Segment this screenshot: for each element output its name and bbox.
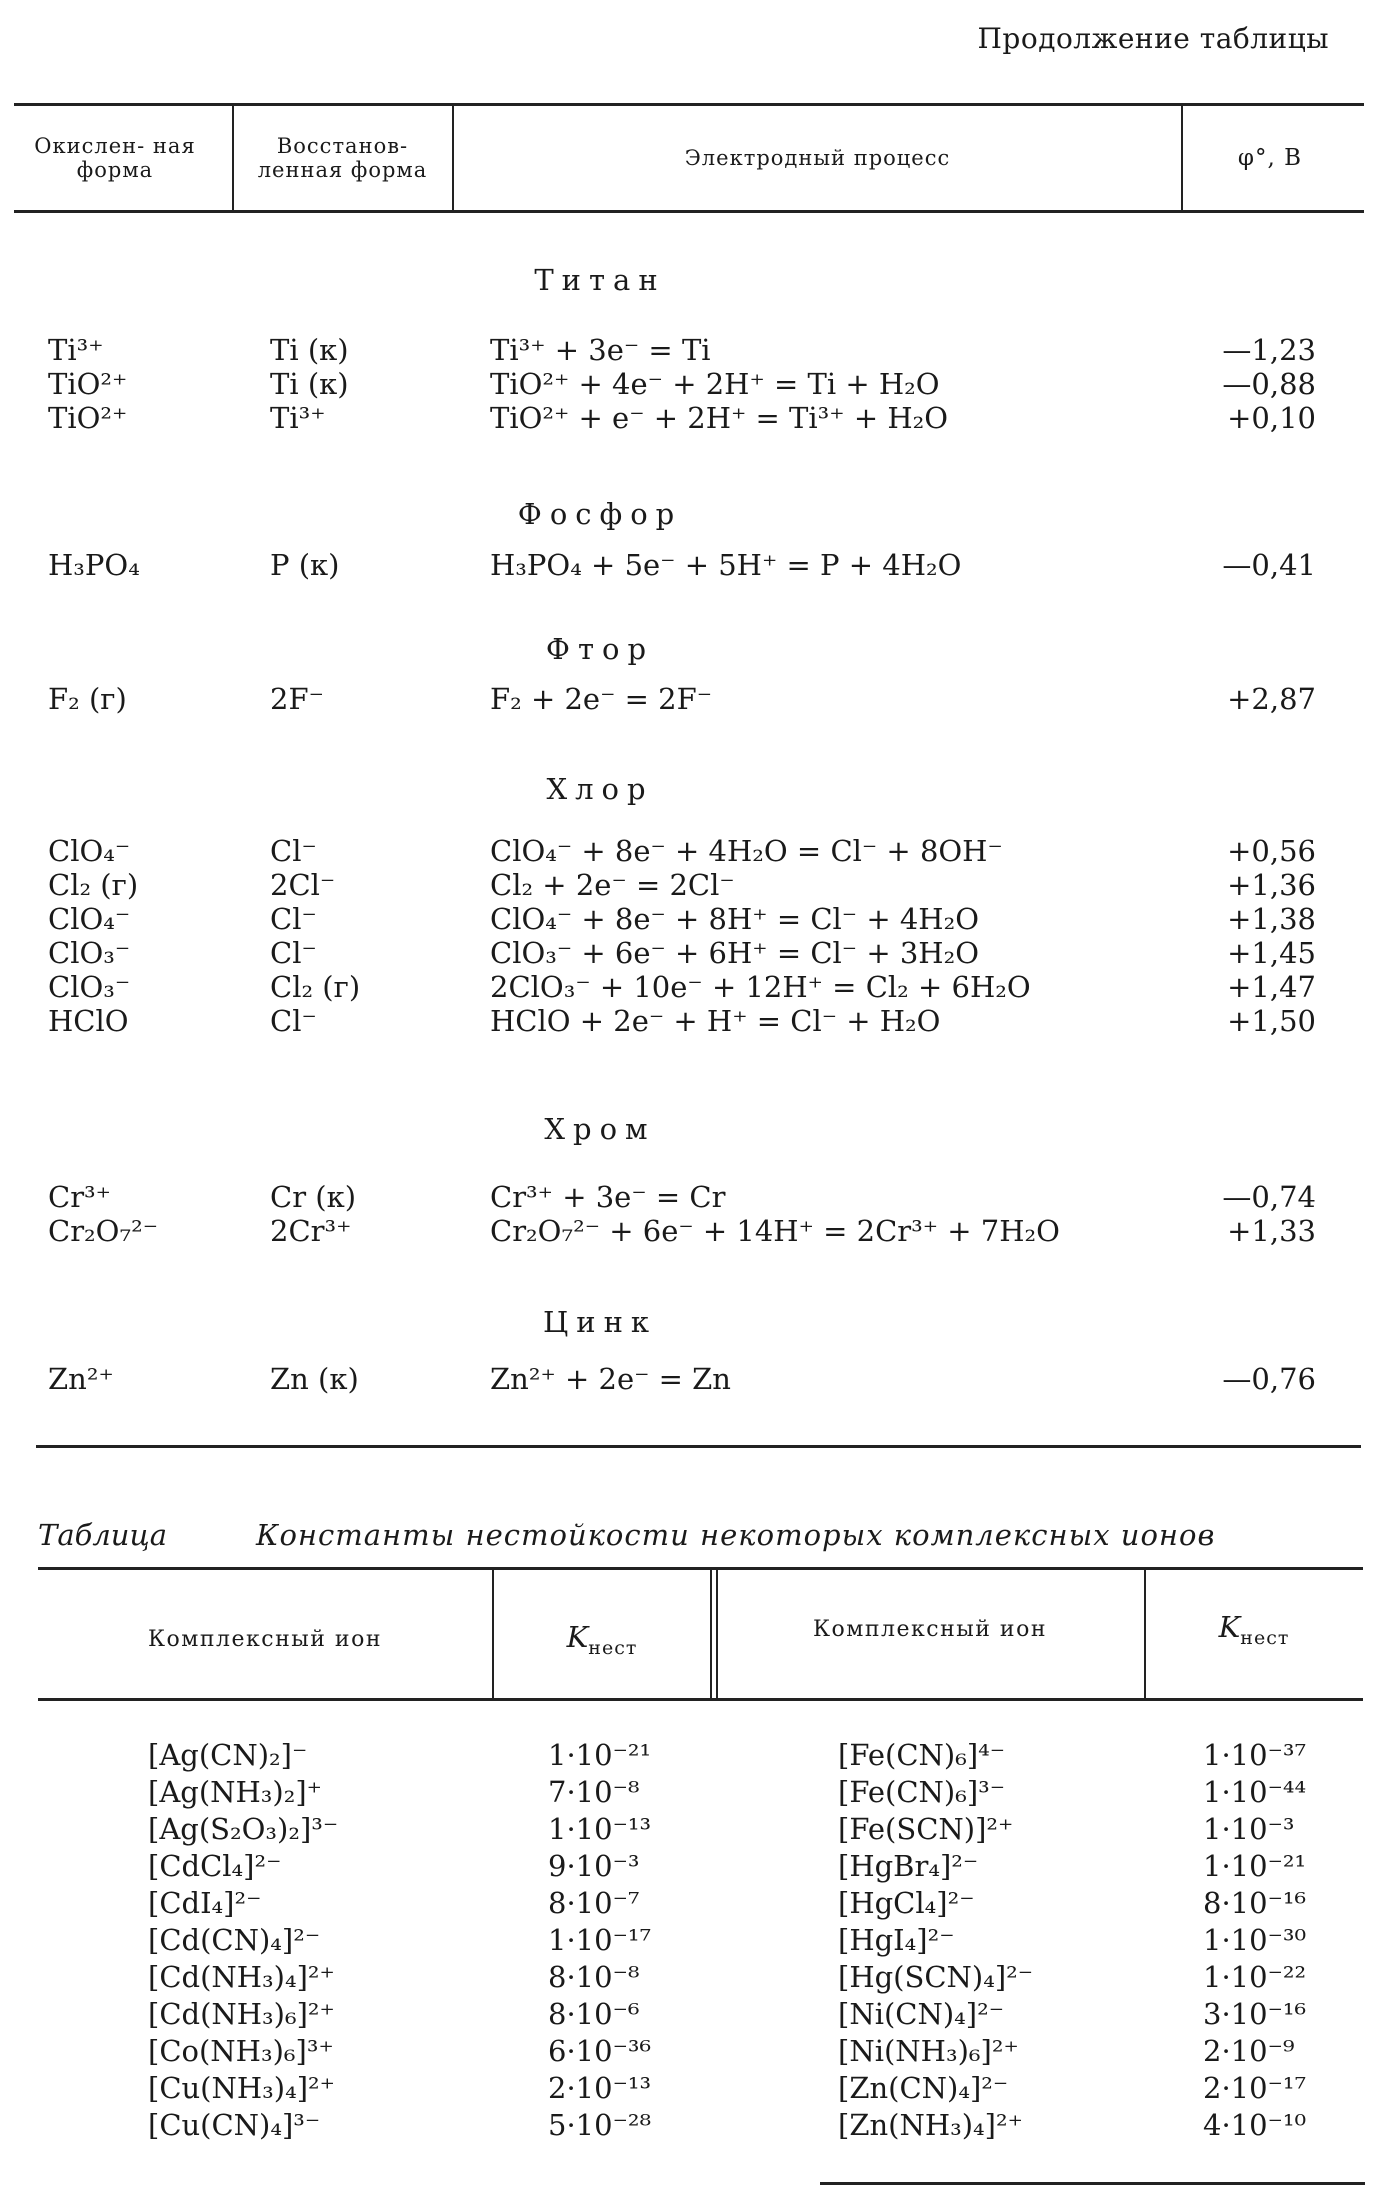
k-value: 1·10⁻²¹ — [1203, 1849, 1307, 1883]
complex-ion: [Cd(NH₃)₆]²⁺ — [148, 1997, 335, 2031]
section-title: Цинк — [542, 1305, 658, 1339]
table2-label: Таблица — [38, 1518, 167, 1552]
potential-value: —1,23 — [1222, 333, 1316, 367]
k-value: 2·10⁻¹³ — [548, 2071, 652, 2105]
oxidized-form: Ti³⁺ — [48, 333, 104, 367]
left-ion-column — [148, 1737, 338, 2144]
potential-value: +1,45 — [1227, 936, 1316, 970]
table1-bottom-rule — [36, 1445, 1361, 1448]
electrode-process: HClO + 2e⁻ + H⁺ = Cl⁻ + H₂O — [490, 1004, 941, 1038]
complex-ion: [Ni(CN)₄]²⁻ — [838, 1997, 1005, 2031]
k-value: 1·10⁻³ — [1203, 1812, 1295, 1846]
reduced-form: 2F⁻ — [270, 682, 324, 716]
right-ion-column — [838, 1737, 1033, 2144]
table1-top-rule — [14, 103, 1364, 106]
table-row — [0, 868, 1373, 902]
electrode-process: Cr³⁺ + 3e⁻ = Cr — [490, 1180, 726, 1214]
reduced-form: 2Cl⁻ — [270, 868, 336, 902]
table2-top-rule — [38, 1567, 1363, 1570]
table2-header-divider — [1144, 1570, 1146, 1698]
complex-ion: [HgBr₄]²⁻ — [838, 1849, 979, 1883]
electrode-process: 2ClO₃⁻ + 10e⁻ + 12H⁺ = Cl₂ + 6H₂O — [490, 970, 1031, 1004]
reduced-form: Ti (к) — [270, 367, 349, 401]
reduced-form: Cr (к) — [270, 1180, 357, 1214]
potential-value: +1,47 — [1227, 970, 1316, 1004]
complex-ion: [Ag(CN)₂]⁻ — [148, 1738, 308, 1772]
potential-value: —0,74 — [1222, 1180, 1316, 1214]
potential-value: +0,56 — [1227, 834, 1316, 868]
table2-header-rule — [38, 1698, 1363, 1701]
k-value: 1·10⁻¹³ — [548, 1812, 652, 1846]
electrode-process: ClO₄⁻ + 8e⁻ + 4H₂O = Cl⁻ + 8OH⁻ — [490, 834, 1003, 868]
oxidized-form: ClO₃⁻ — [48, 970, 131, 1004]
electrode-process: Ti³⁺ + 3e⁻ = Ti — [490, 333, 711, 367]
complex-ion: [Ag(NH₃)₂]⁺ — [148, 1775, 322, 1809]
oxidized-form: Cl₂ (г) — [48, 868, 139, 902]
reduced-form: Cl₂ (г) — [270, 970, 361, 1004]
reduced-form: Cl⁻ — [270, 936, 317, 970]
table2-title: Константы нестойкости некоторых комплексных ионов — [256, 1518, 1216, 1552]
complex-ion: [HgCl₄]²⁻ — [838, 1886, 975, 1920]
complex-ion: [HgI₄]²⁻ — [838, 1923, 955, 1957]
oxidized-form: ClO₄⁻ — [48, 834, 131, 868]
potential-value: +1,50 — [1227, 1004, 1316, 1038]
k-value: 6·10⁻³⁶ — [548, 2034, 652, 2068]
reduced-form: Ti (к) — [270, 333, 349, 367]
table2-bottom-rule — [820, 2182, 1365, 2185]
k-value: 1·10⁻²¹ — [548, 1738, 652, 1772]
complex-ion: [Co(NH₃)₆]³⁺ — [148, 2034, 334, 2068]
section-title: Фтор — [545, 632, 655, 666]
potential-value: —0,88 — [1222, 367, 1316, 401]
complex-ion: [Hg(SCN)₄]²⁻ — [838, 1960, 1034, 1994]
potential-value: +1,33 — [1227, 1214, 1316, 1248]
complex-ion: [Cd(CN)₄]²⁻ — [148, 1923, 321, 1957]
potential-value: —0,41 — [1222, 548, 1316, 582]
k-value: 2·10⁻¹⁷ — [1203, 2071, 1307, 2105]
oxidized-form: HClO — [48, 1004, 129, 1038]
complex-ion: [Fe(SCN)]²⁺ — [838, 1812, 1014, 1846]
potential-value: +2,87 — [1227, 682, 1316, 716]
table-row — [0, 834, 1373, 868]
reduced-form: Cl⁻ — [270, 1004, 317, 1038]
k-value: 1·10⁻¹⁷ — [548, 1923, 652, 1957]
table-row — [0, 1214, 1373, 1248]
k-value: 5·10⁻²⁸ — [548, 2108, 652, 2142]
table1-header-divider — [232, 106, 234, 210]
electrode-process: TiO²⁺ + e⁻ + 2H⁺ = Ti³⁺ + H₂O — [490, 401, 949, 435]
reduced-form: Cl⁻ — [270, 834, 317, 868]
table-row — [0, 902, 1373, 936]
potential-value: —0,76 — [1222, 1362, 1316, 1396]
section-title: Фосфор — [517, 497, 683, 531]
section-title: Хлор — [546, 772, 654, 806]
k-symbol: K — [1218, 1609, 1241, 1644]
potential-value: +1,36 — [1227, 868, 1316, 902]
table-row — [0, 1362, 1373, 1396]
k-value: 8·10⁻⁶ — [548, 1997, 640, 2031]
oxidized-form: Zn²⁺ — [48, 1362, 114, 1396]
complex-ion: [Ni(NH₃)₆]²⁺ — [838, 2034, 1019, 2068]
complex-ion: [Cu(NH₃)₄]²⁺ — [148, 2071, 335, 2105]
header-electrode-process: Электродный процесс — [684, 146, 951, 170]
k-symbol: K — [566, 1619, 589, 1654]
section-title: Титан — [534, 263, 666, 297]
k-value: 1·10⁻³⁰ — [1203, 1923, 1307, 1957]
header-complex-ion: Комплексный ион — [812, 1616, 1047, 1642]
complex-ion: [Cd(NH₃)₄]²⁺ — [148, 1960, 335, 1994]
table1-header-divider — [1181, 106, 1183, 210]
complex-ion: [CdCl₄]²⁻ — [148, 1849, 282, 1883]
k-value: 9·10⁻³ — [548, 1849, 640, 1883]
electrode-process: Zn²⁺ + 2e⁻ = Zn — [490, 1362, 731, 1396]
complex-ion: [Ag(S₂O₃)₂]³⁻ — [148, 1812, 339, 1846]
table2-header-divider — [716, 1570, 718, 1698]
k-value: 1·10⁻²² — [1203, 1960, 1307, 1994]
table-row — [0, 1004, 1373, 1038]
reduced-form: 2Cr³⁺ — [270, 1214, 352, 1248]
table-row — [0, 970, 1373, 1004]
section-title: Хром — [544, 1112, 656, 1146]
reduced-form: Cl⁻ — [270, 902, 317, 936]
electrode-process: TiO²⁺ + 4e⁻ + 2H⁺ = Ti + H₂O — [490, 367, 940, 401]
k-value: 1·10⁻³⁷ — [1203, 1738, 1307, 1772]
electrode-process: Cl₂ + 2e⁻ = 2Cl⁻ — [490, 868, 735, 902]
table-row — [0, 333, 1373, 367]
header-potential: φ°, В — [1237, 145, 1303, 171]
table-row — [0, 936, 1373, 970]
table-row — [0, 367, 1373, 401]
electrode-process: F₂ + 2e⁻ = 2F⁻ — [490, 682, 713, 716]
table-row — [0, 1180, 1373, 1214]
k-subscript: нест — [588, 1636, 638, 1659]
reduced-form: P (к) — [270, 548, 340, 582]
oxidized-form: H₃PO₄ — [48, 548, 140, 582]
k-value: 7·10⁻⁸ — [548, 1775, 640, 1809]
header-k-instability — [496, 1600, 708, 1678]
k-value: 8·10⁻⁸ — [548, 1960, 640, 1994]
complex-ion: [Fe(CN)₆]⁴⁻ — [838, 1738, 1006, 1772]
oxidized-form: Cr³⁺ — [48, 1180, 111, 1214]
complex-ion: [CdI₄]²⁻ — [148, 1886, 262, 1920]
reduced-form: Zn (к) — [270, 1362, 359, 1396]
header-complex-ion: Комплексный ион — [147, 1626, 382, 1652]
table-row — [0, 401, 1373, 435]
oxidized-form: ClO₃⁻ — [48, 936, 131, 970]
complex-ion: [Zn(NH₃)₄]²⁺ — [838, 2108, 1023, 2142]
k-value: 8·10⁻¹⁶ — [1203, 1886, 1307, 1920]
table1-header-rule — [14, 210, 1364, 213]
k-value: 8·10⁻⁷ — [548, 1886, 640, 1920]
header-k-instability — [1148, 1590, 1360, 1668]
electrode-process: ClO₄⁻ + 8e⁻ + 8H⁺ = Cl⁻ + 4H₂O — [490, 902, 979, 936]
continuation-label: Продолжение таблицы — [977, 22, 1329, 55]
k-value: 3·10⁻¹⁶ — [1203, 1997, 1307, 2031]
complex-ion: [Cu(CN)₄]³⁻ — [148, 2108, 321, 2142]
header-reduced-form: Восстанов- ленная форма — [257, 134, 428, 182]
potential-value: +1,38 — [1227, 902, 1316, 936]
oxidized-form: ClO₄⁻ — [48, 902, 131, 936]
table-row — [0, 548, 1373, 582]
potential-value: +0,10 — [1227, 401, 1316, 435]
electrode-process: H₃PO₄ + 5e⁻ + 5H⁺ = P + 4H₂O — [490, 548, 962, 582]
header-oxidized-form: Окислен- ная форма — [34, 134, 196, 182]
table2-header-divider — [710, 1570, 712, 1698]
electrode-process: ClO₃⁻ + 6e⁻ + 6H⁺ = Cl⁻ + 3H₂O — [490, 936, 979, 970]
table2-header-divider — [492, 1570, 494, 1698]
complex-ion: [Fe(CN)₆]³⁻ — [838, 1775, 1006, 1809]
k-subscript: нест — [1240, 1626, 1290, 1649]
oxidized-form: TiO²⁺ — [48, 367, 128, 401]
oxidized-form: TiO²⁺ — [48, 401, 128, 435]
reduced-form: Ti³⁺ — [270, 401, 326, 435]
table-row — [0, 682, 1373, 716]
oxidized-form: Cr₂O₇²⁻ — [48, 1214, 159, 1248]
k-value: 1·10⁻⁴⁴ — [1203, 1775, 1307, 1809]
left-k-column — [548, 1737, 651, 2144]
k-value: 4·10⁻¹⁰ — [1203, 2108, 1307, 2142]
oxidized-form: F₂ (г) — [48, 682, 127, 716]
k-value: 2·10⁻⁹ — [1203, 2034, 1295, 2068]
right-k-column — [1203, 1737, 1306, 2144]
table1-header-divider — [452, 106, 454, 210]
complex-ion: [Zn(CN)₄]²⁻ — [838, 2071, 1009, 2105]
electrode-process: Cr₂O₇²⁻ + 6e⁻ + 14H⁺ = 2Cr³⁺ + 7H₂O — [490, 1214, 1060, 1248]
